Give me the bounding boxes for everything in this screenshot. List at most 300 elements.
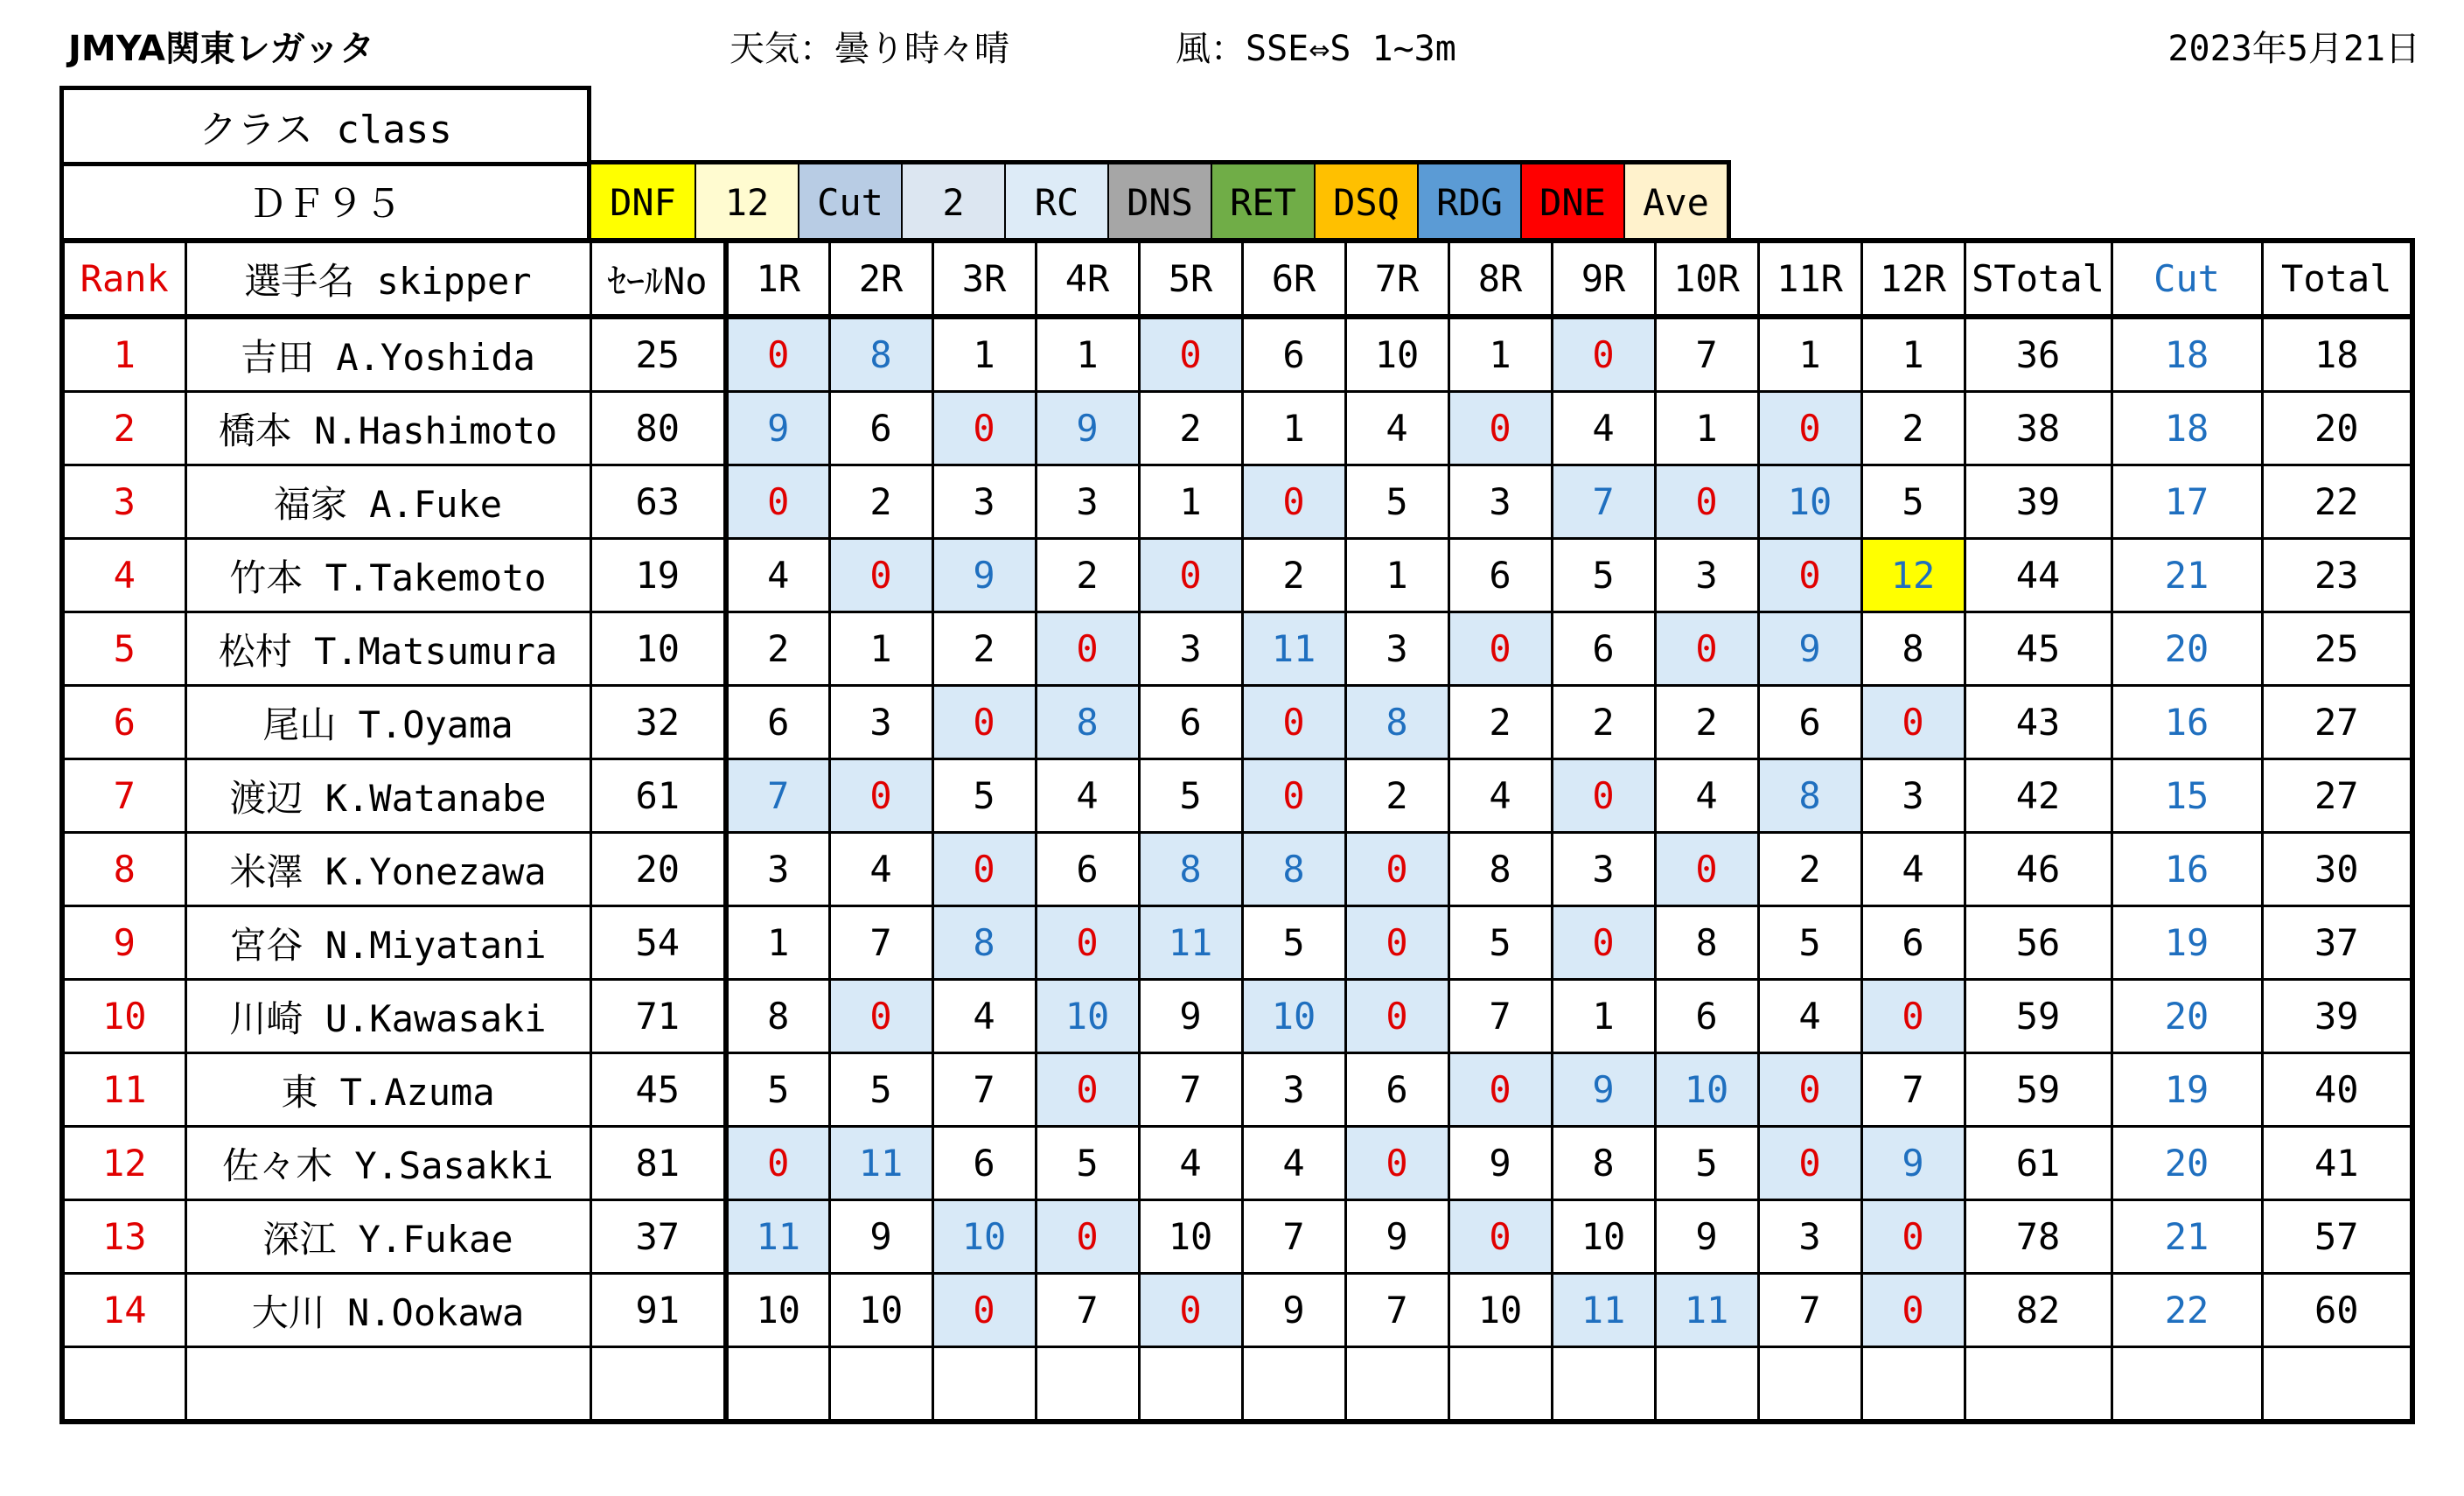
race-score-cell: 4	[1758, 980, 1861, 1053]
race-score-cell: 3	[726, 833, 829, 906]
race-score-cell: 1	[1861, 317, 1965, 392]
race-score-cell: 5	[1655, 1127, 1758, 1200]
race-score-cell: 0	[1036, 1053, 1139, 1127]
column-header: 10R	[1655, 241, 1758, 317]
stotal-cell: 82	[1965, 1274, 2112, 1347]
empty-cell	[62, 1347, 185, 1423]
race-score-cell: 7	[1345, 1274, 1448, 1347]
race-score-cell: 0	[1139, 1274, 1242, 1347]
legend-item: DNF	[591, 164, 695, 241]
race-score-cell: 2	[829, 465, 932, 539]
race-score-cell: 9	[1139, 980, 1242, 1053]
column-header: STotal	[1965, 241, 2112, 317]
race-score-cell: 6	[726, 686, 829, 759]
total-cell: 30	[2262, 833, 2412, 906]
stotal-cell: 43	[1965, 686, 2112, 759]
race-score-cell: 1	[932, 317, 1036, 392]
cut-total-cell: 19	[2112, 906, 2262, 980]
race-score-cell: 6	[932, 1127, 1036, 1200]
rank-cell: 4	[62, 539, 185, 612]
sail-number-cell: 37	[590, 1200, 726, 1274]
skipper-cell: 松村 T.Matsumura	[185, 612, 590, 686]
sail-number-cell: 19	[590, 539, 726, 612]
race-score-cell: 6	[1758, 686, 1861, 759]
table-row	[62, 539, 2412, 612]
race-score-cell: 0	[1345, 980, 1448, 1053]
race-score-cell: 4	[1552, 392, 1655, 465]
legend-item: DSQ	[1314, 164, 1417, 241]
rank-cell: 13	[62, 1200, 185, 1274]
race-score-cell: 3	[1242, 1053, 1345, 1127]
sail-number-cell: 32	[590, 686, 726, 759]
empty-cell	[1242, 1347, 1345, 1423]
column-header: 7R	[1345, 241, 1448, 317]
race-score-cell: 5	[1448, 906, 1552, 980]
race-score-cell: 5	[1139, 759, 1242, 833]
race-score-cell: 6	[1552, 612, 1655, 686]
race-score-cell: 0	[932, 833, 1036, 906]
column-header: 12R	[1861, 241, 1965, 317]
results-table	[59, 238, 2415, 1424]
race-score-cell: 4	[1242, 1127, 1345, 1200]
race-score-cell: 0	[1448, 612, 1552, 686]
legend-item: DNS	[1107, 164, 1211, 241]
race-score-cell: 4	[829, 833, 932, 906]
empty-cell	[1552, 1347, 1655, 1423]
race-score-cell: 2	[1036, 539, 1139, 612]
race-score-cell: 10	[1552, 1200, 1655, 1274]
total-cell: 23	[2262, 539, 2412, 612]
stotal-cell: 39	[1965, 465, 2112, 539]
race-score-cell: 0	[1139, 317, 1242, 392]
total-cell: 37	[2262, 906, 2412, 980]
race-score-cell: 1	[1655, 392, 1758, 465]
empty-cell	[829, 1347, 932, 1423]
empty-cell	[2112, 1347, 2262, 1423]
total-cell: 39	[2262, 980, 2412, 1053]
race-score-cell: 1	[829, 612, 932, 686]
rank-cell: 5	[62, 612, 185, 686]
race-score-cell: 7	[1036, 1274, 1139, 1347]
empty-cell	[1655, 1347, 1758, 1423]
sail-number-cell: 54	[590, 906, 726, 980]
skipper-cell: 川崎 U.Kawasaki	[185, 980, 590, 1053]
wind-info: 風：SSE⇔S 1~3m	[1176, 29, 1456, 69]
stotal-cell: 78	[1965, 1200, 2112, 1274]
column-header: Cut	[2112, 241, 2262, 317]
cut-total-cell: 15	[2112, 759, 2262, 833]
race-score-cell: 1	[1242, 392, 1345, 465]
race-score-cell: 11	[1139, 906, 1242, 980]
table-row	[62, 465, 2412, 539]
race-score-cell: 9	[1345, 1200, 1448, 1274]
cut-total-cell: 22	[2112, 1274, 2262, 1347]
column-header: 11R	[1758, 241, 1861, 317]
race-score-cell: 6	[1139, 686, 1242, 759]
race-score-cell: 6	[1448, 539, 1552, 612]
rank-cell: 10	[62, 980, 185, 1053]
cut-total-cell: 16	[2112, 833, 2262, 906]
empty-cell	[1345, 1347, 1448, 1423]
race-score-cell: 0	[1861, 1274, 1965, 1347]
empty-cell	[1758, 1347, 1861, 1423]
race-score-cell: 8	[1242, 833, 1345, 906]
legend-item: 12	[695, 164, 798, 241]
race-score-cell: 4	[1036, 759, 1139, 833]
race-score-cell: 7	[1861, 1053, 1965, 1127]
race-score-cell: 9	[1448, 1127, 1552, 1200]
race-score-cell: 0	[1758, 392, 1861, 465]
race-score-cell: 10	[932, 1200, 1036, 1274]
race-score-cell: 0	[1448, 1053, 1552, 1127]
cut-total-cell: 17	[2112, 465, 2262, 539]
cut-total-cell: 20	[2112, 1127, 2262, 1200]
race-score-cell: 9	[1758, 612, 1861, 686]
race-score-cell: 4	[1139, 1127, 1242, 1200]
race-score-cell: 0	[1448, 1200, 1552, 1274]
stotal-cell: 45	[1965, 612, 2112, 686]
race-score-cell: 0	[1345, 906, 1448, 980]
column-header: 4R	[1036, 241, 1139, 317]
race-score-cell: 0	[1448, 392, 1552, 465]
race-score-cell: 0	[1758, 539, 1861, 612]
race-score-cell: 6	[1655, 980, 1758, 1053]
empty-cell	[932, 1347, 1036, 1423]
column-header: 3R	[932, 241, 1036, 317]
race-score-cell: 10	[1758, 465, 1861, 539]
total-cell: 20	[2262, 392, 2412, 465]
race-score-cell: 1	[1448, 317, 1552, 392]
rank-cell: 6	[62, 686, 185, 759]
race-score-cell: 9	[1552, 1053, 1655, 1127]
table-row	[62, 612, 2412, 686]
skipper-cell: 尾山 T.Oyama	[185, 686, 590, 759]
race-score-cell: 0	[1242, 759, 1345, 833]
race-score-cell: 10	[1448, 1274, 1552, 1347]
race-score-cell: 0	[1242, 465, 1345, 539]
race-score-cell: 0	[1655, 465, 1758, 539]
race-score-cell: 11	[1552, 1274, 1655, 1347]
rank-cell: 11	[62, 1053, 185, 1127]
rank-cell: 8	[62, 833, 185, 906]
weather-info: 天気：曇り時々晴	[729, 29, 1009, 69]
race-score-cell: 2	[1345, 759, 1448, 833]
race-score-cell: 8	[1448, 833, 1552, 906]
stotal-cell: 61	[1965, 1127, 2112, 1200]
race-score-cell: 6	[829, 392, 932, 465]
race-score-cell: 0	[1345, 833, 1448, 906]
total-cell: 18	[2262, 317, 2412, 392]
empty-cell	[185, 1347, 590, 1423]
race-score-cell: 8	[1139, 833, 1242, 906]
race-score-cell: 0	[1036, 906, 1139, 980]
race-score-cell: 0	[1655, 612, 1758, 686]
race-score-cell: 3	[1036, 465, 1139, 539]
column-header: 5R	[1139, 241, 1242, 317]
race-score-cell: 2	[1448, 686, 1552, 759]
race-score-cell: 7	[1552, 465, 1655, 539]
race-score-cell: 0	[1655, 833, 1758, 906]
race-score-cell: 6	[1345, 1053, 1448, 1127]
race-score-cell: 9	[829, 1200, 932, 1274]
race-score-cell: 4	[1655, 759, 1758, 833]
race-score-cell: 5	[1036, 1127, 1139, 1200]
skipper-cell: 米澤 K.Yonezawa	[185, 833, 590, 906]
race-score-cell: 7	[1242, 1200, 1345, 1274]
race-score-cell: 10	[1036, 980, 1139, 1053]
column-header: ｾｰﾙNo	[590, 241, 726, 317]
empty-cell	[1965, 1347, 2112, 1423]
cut-total-cell: 20	[2112, 980, 2262, 1053]
legend-item: RET	[1211, 164, 1314, 241]
race-score-cell: 9	[1655, 1200, 1758, 1274]
race-score-cell: 8	[1861, 612, 1965, 686]
sail-number-cell: 80	[590, 392, 726, 465]
race-score-cell: 0	[829, 980, 932, 1053]
race-score-cell: 0	[829, 759, 932, 833]
race-score-cell: 0	[726, 317, 829, 392]
skipper-cell: 吉田 A.Yoshida	[185, 317, 590, 392]
rank-cell: 3	[62, 465, 185, 539]
cut-total-cell: 21	[2112, 1200, 2262, 1274]
stotal-cell: 36	[1965, 317, 2112, 392]
sail-number-cell: 81	[590, 1127, 726, 1200]
sail-number-cell: 71	[590, 980, 726, 1053]
race-score-cell: 5	[726, 1053, 829, 1127]
cut-total-cell: 16	[2112, 686, 2262, 759]
table-row	[62, 686, 2412, 759]
skipper-cell: 深江 Y.Fukae	[185, 1200, 590, 1274]
race-score-cell: 5	[1861, 465, 1965, 539]
column-header: 2R	[829, 241, 932, 317]
race-score-cell: 2	[1552, 686, 1655, 759]
skipper-cell: 福家 A.Fuke	[185, 465, 590, 539]
race-score-cell: 8	[829, 317, 932, 392]
cut-total-cell: 19	[2112, 1053, 2262, 1127]
race-score-cell: 7	[1139, 1053, 1242, 1127]
race-score-cell: 10	[1345, 317, 1448, 392]
race-score-cell: 5	[829, 1053, 932, 1127]
race-score-cell: 1	[1036, 317, 1139, 392]
race-score-cell: 11	[829, 1127, 932, 1200]
table-row	[62, 759, 2412, 833]
rank-cell: 1	[62, 317, 185, 392]
column-header: Rank	[62, 241, 185, 317]
cut-total-cell: 18	[2112, 392, 2262, 465]
rank-cell: 12	[62, 1127, 185, 1200]
empty-cell	[1036, 1347, 1139, 1423]
race-score-cell: 10	[726, 1274, 829, 1347]
column-header: 9R	[1552, 241, 1655, 317]
table-row	[62, 906, 2412, 980]
table-row	[62, 1200, 2412, 1274]
race-score-cell: 3	[932, 465, 1036, 539]
total-cell: 22	[2262, 465, 2412, 539]
race-score-cell: 0	[1036, 612, 1139, 686]
race-score-cell: 1	[1758, 317, 1861, 392]
sail-number-cell: 20	[590, 833, 726, 906]
race-score-cell: 9	[1036, 392, 1139, 465]
race-score-cell: 2	[1139, 392, 1242, 465]
race-score-cell: 3	[1861, 759, 1965, 833]
empty-cell	[1139, 1347, 1242, 1423]
table-row	[62, 833, 2412, 906]
sail-number-cell: 91	[590, 1274, 726, 1347]
race-score-cell: 0	[829, 539, 932, 612]
race-score-cell: 12	[1861, 539, 1965, 612]
table-row	[62, 317, 2412, 392]
race-score-cell: 1	[1345, 539, 1448, 612]
race-score-cell: 8	[1345, 686, 1448, 759]
race-score-cell: 2	[1655, 686, 1758, 759]
race-score-cell: 6	[1242, 317, 1345, 392]
race-score-cell: 0	[1758, 1053, 1861, 1127]
total-cell: 60	[2262, 1274, 2412, 1347]
race-score-cell: 10	[1242, 980, 1345, 1053]
race-score-cell: 11	[1242, 612, 1345, 686]
table-header-row	[62, 241, 2412, 317]
stotal-cell: 44	[1965, 539, 2112, 612]
race-score-cell: 0	[1139, 539, 1242, 612]
legend-item: 2	[901, 164, 1004, 241]
empty-cell	[1861, 1347, 1965, 1423]
race-score-cell: 11	[1655, 1274, 1758, 1347]
empty-row	[62, 1347, 2412, 1423]
cut-total-cell: 18	[2112, 317, 2262, 392]
sail-number-cell: 61	[590, 759, 726, 833]
rank-cell: 14	[62, 1274, 185, 1347]
race-score-cell: 3	[1345, 612, 1448, 686]
race-score-cell: 3	[1655, 539, 1758, 612]
class-name: ＤＦ９５	[59, 162, 591, 242]
race-score-cell: 2	[1242, 539, 1345, 612]
total-cell: 57	[2262, 1200, 2412, 1274]
race-score-cell: 4	[1861, 833, 1965, 906]
race-score-cell: 0	[1861, 1200, 1965, 1274]
race-score-cell: 3	[1552, 833, 1655, 906]
stotal-cell: 42	[1965, 759, 2112, 833]
legend-item: Ave	[1623, 164, 1727, 241]
stotal-cell: 38	[1965, 392, 2112, 465]
sail-number-cell: 10	[590, 612, 726, 686]
total-cell: 25	[2262, 612, 2412, 686]
race-score-cell: 0	[932, 686, 1036, 759]
race-score-cell: 8	[726, 980, 829, 1053]
race-score-cell: 7	[829, 906, 932, 980]
skipper-cell: 竹本 T.Takemoto	[185, 539, 590, 612]
total-cell: 40	[2262, 1053, 2412, 1127]
race-score-cell: 4	[726, 539, 829, 612]
race-score-cell: 0	[726, 1127, 829, 1200]
race-score-cell: 2	[932, 612, 1036, 686]
legend-item: RDG	[1417, 164, 1520, 241]
legend-item: RC	[1004, 164, 1107, 241]
race-score-cell: 7	[1655, 317, 1758, 392]
skipper-cell: 大川 N.Ookawa	[185, 1274, 590, 1347]
race-score-cell: 3	[1758, 1200, 1861, 1274]
skipper-cell: 東 T.Azuma	[185, 1053, 590, 1127]
race-score-cell: 6	[1036, 833, 1139, 906]
race-score-cell: 0	[1552, 317, 1655, 392]
total-cell: 27	[2262, 759, 2412, 833]
race-score-cell: 6	[1861, 906, 1965, 980]
class-label: クラス class	[59, 86, 591, 166]
race-score-cell: 5	[1552, 539, 1655, 612]
table-row	[62, 1053, 2412, 1127]
column-header: Total	[2262, 241, 2412, 317]
legend-item: DNE	[1520, 164, 1623, 241]
race-score-cell: 0	[1861, 980, 1965, 1053]
sail-number-cell: 63	[590, 465, 726, 539]
race-score-cell: 9	[1242, 1274, 1345, 1347]
regatta-date: 2023年5月21日	[2167, 29, 2420, 69]
column-header: 1R	[726, 241, 829, 317]
race-score-cell: 8	[932, 906, 1036, 980]
table-row	[62, 392, 2412, 465]
score-legend	[587, 160, 1731, 241]
race-score-cell: 5	[932, 759, 1036, 833]
race-score-cell: 8	[1655, 906, 1758, 980]
skipper-cell: 渡辺 K.Watanabe	[185, 759, 590, 833]
race-score-cell: 7	[1758, 1274, 1861, 1347]
race-score-cell: 9	[726, 392, 829, 465]
stotal-cell: 46	[1965, 833, 2112, 906]
race-score-cell: 0	[1552, 906, 1655, 980]
table-row	[62, 980, 2412, 1053]
skipper-cell: 宮谷 N.Miyatani	[185, 906, 590, 980]
race-score-cell: 5	[1758, 906, 1861, 980]
race-score-cell: 5	[1242, 906, 1345, 980]
race-score-cell: 7	[1448, 980, 1552, 1053]
race-score-cell: 3	[1139, 612, 1242, 686]
table-row	[62, 1274, 2412, 1347]
empty-cell	[2262, 1347, 2412, 1423]
race-score-cell: 9	[1861, 1127, 1965, 1200]
race-score-cell: 8	[1552, 1127, 1655, 1200]
legend-item: Cut	[798, 164, 901, 241]
rank-cell: 7	[62, 759, 185, 833]
regatta-title: JMYA関東レガッタ	[68, 29, 374, 69]
race-score-cell: 1	[1552, 980, 1655, 1053]
race-score-cell: 4	[1345, 392, 1448, 465]
cut-total-cell: 21	[2112, 539, 2262, 612]
race-score-cell: 10	[829, 1274, 932, 1347]
race-score-cell: 9	[932, 539, 1036, 612]
column-header: 6R	[1242, 241, 1345, 317]
race-score-cell: 2	[1861, 392, 1965, 465]
stotal-cell: 59	[1965, 980, 2112, 1053]
empty-cell	[726, 1347, 829, 1423]
rank-cell: 2	[62, 392, 185, 465]
race-score-cell: 0	[932, 392, 1036, 465]
skipper-cell: 橋本 N.Hashimoto	[185, 392, 590, 465]
race-score-cell: 3	[1448, 465, 1552, 539]
race-score-cell: 10	[1139, 1200, 1242, 1274]
empty-cell	[590, 1347, 726, 1423]
race-score-cell: 7	[932, 1053, 1036, 1127]
race-score-cell: 8	[1758, 759, 1861, 833]
sail-number-cell: 45	[590, 1053, 726, 1127]
race-score-cell: 0	[726, 465, 829, 539]
race-score-cell: 1	[1139, 465, 1242, 539]
race-score-cell: 2	[726, 612, 829, 686]
race-score-cell: 3	[829, 686, 932, 759]
skipper-cell: 佐々木 Y.Sasakki	[185, 1127, 590, 1200]
race-score-cell: 8	[1036, 686, 1139, 759]
stotal-cell: 56	[1965, 906, 2112, 980]
race-score-cell: 7	[726, 759, 829, 833]
column-header: 8R	[1448, 241, 1552, 317]
